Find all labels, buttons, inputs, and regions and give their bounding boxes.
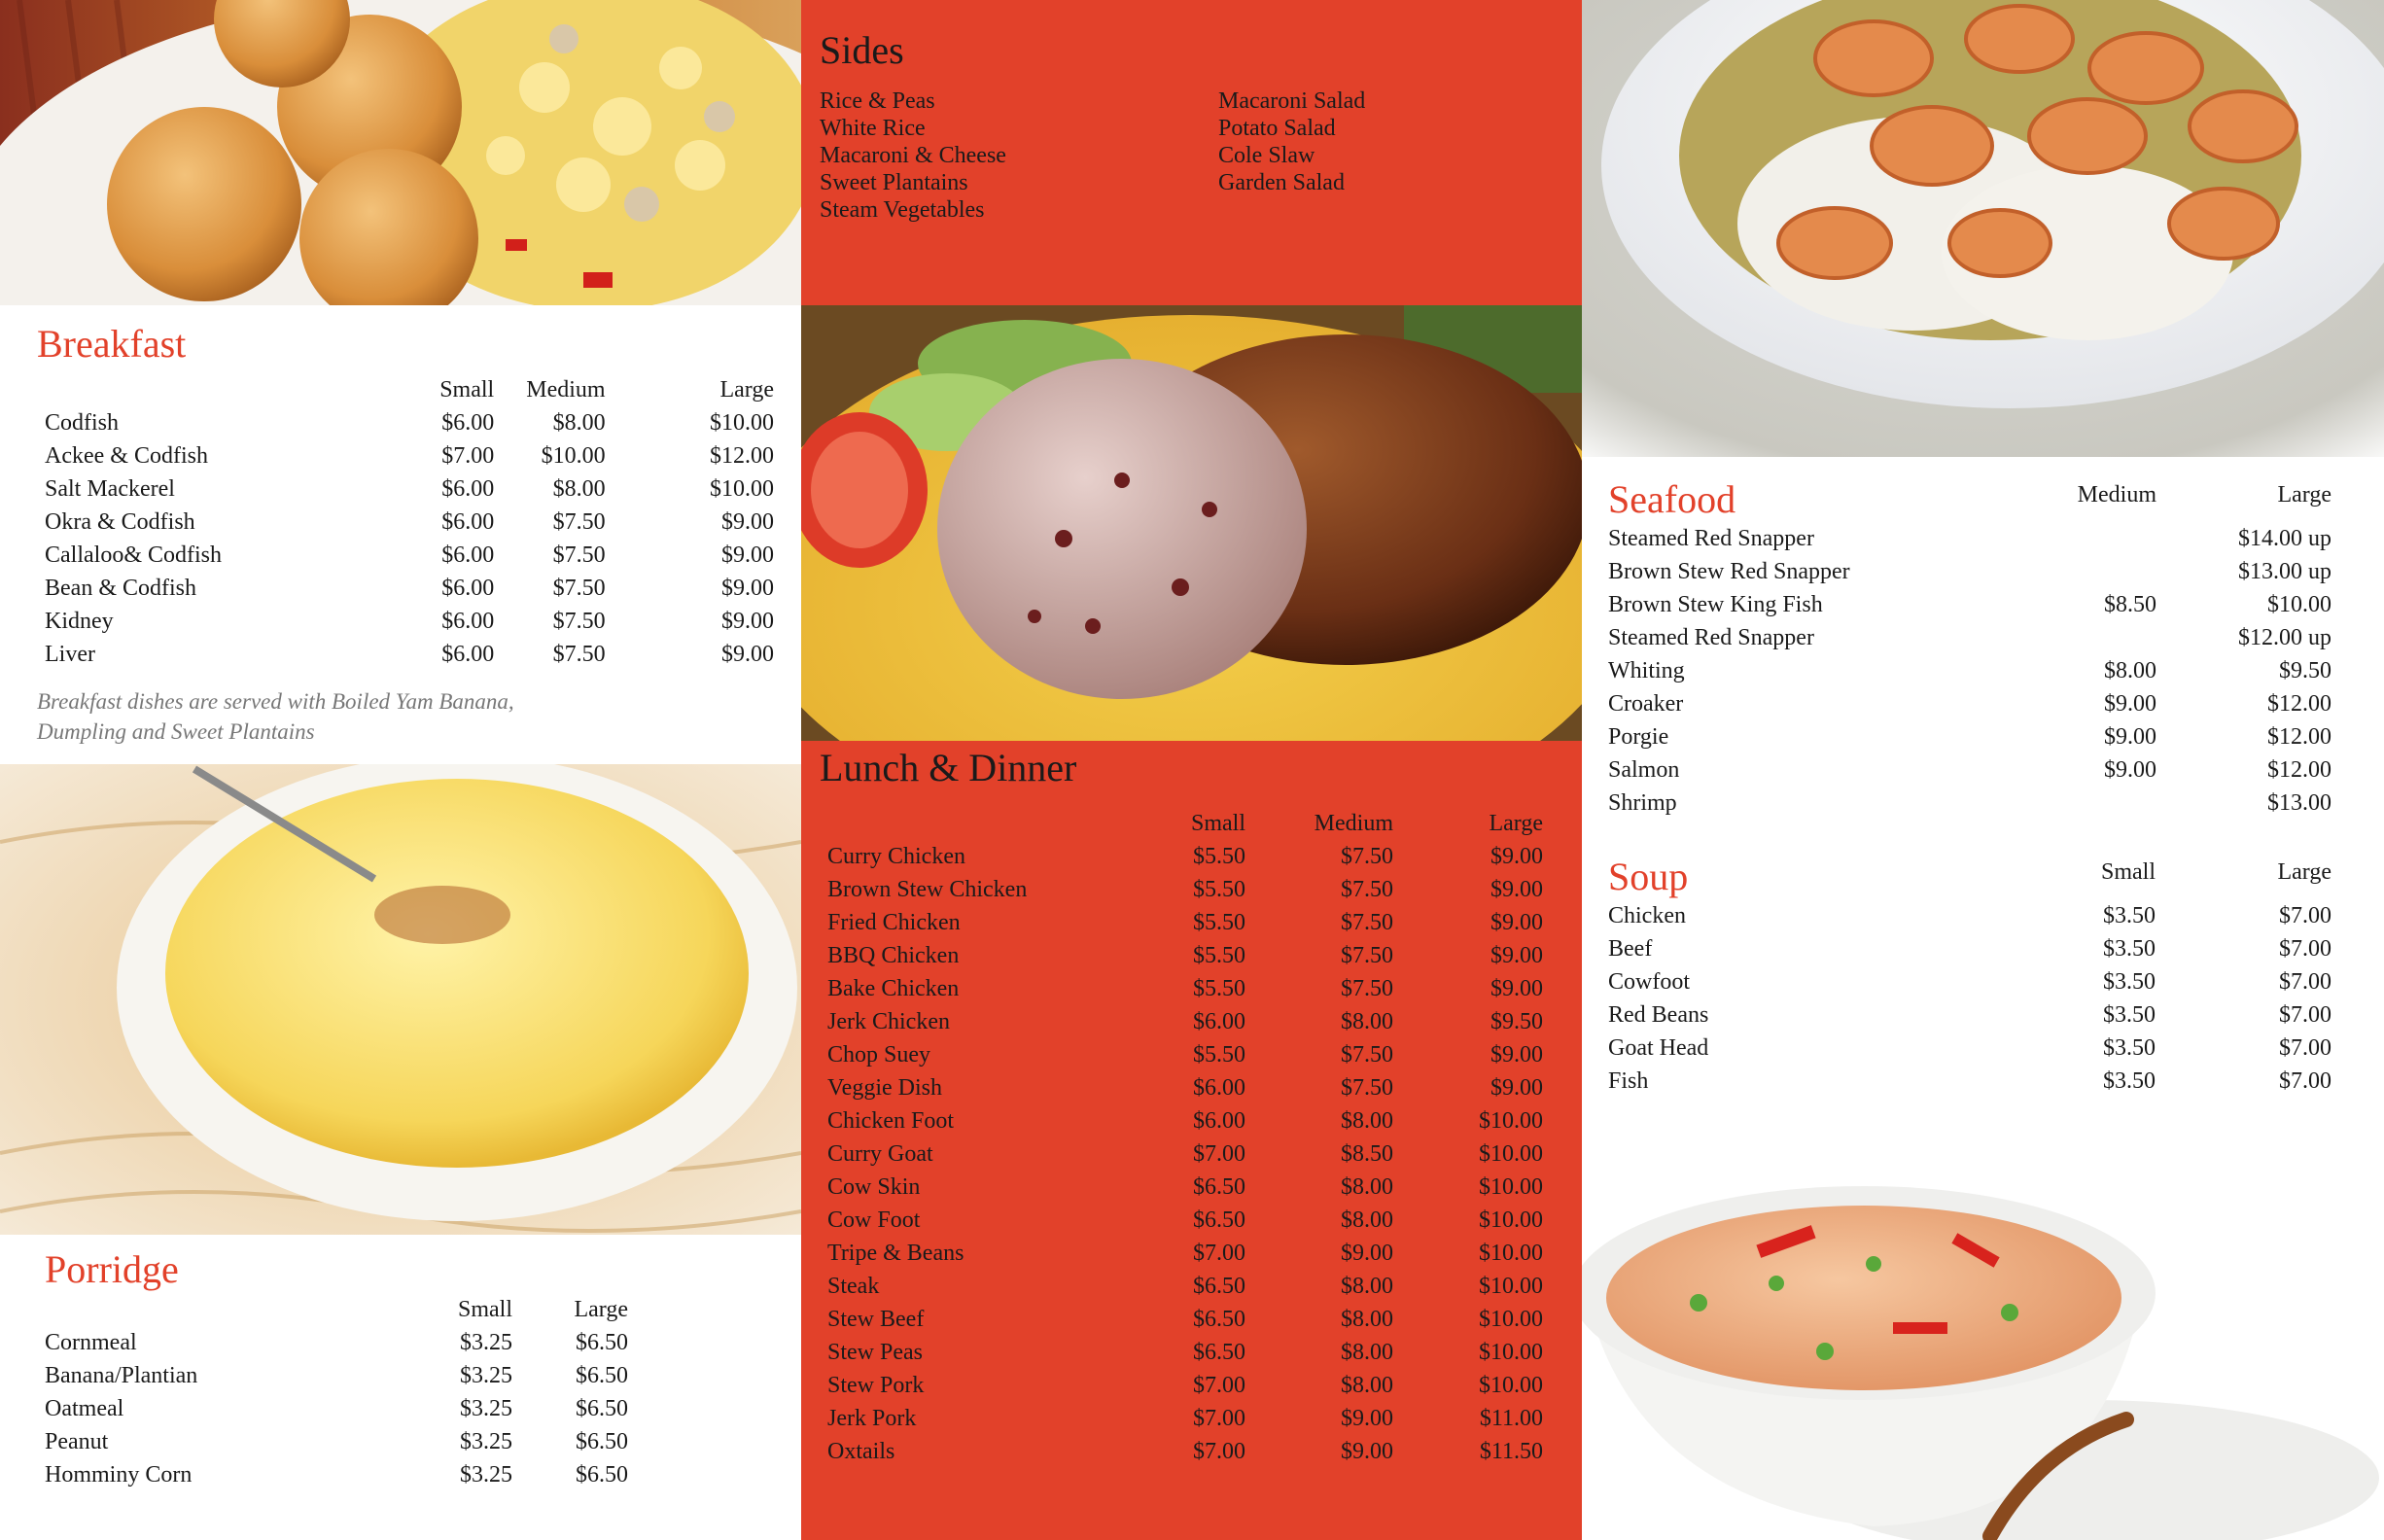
porridge-item-large: $6.50 — [576, 1462, 629, 1488]
lunch-dinner-table — [827, 807, 1566, 1468]
right-column — [1582, 0, 2384, 1540]
porridge-item-small: $3.25 — [460, 1429, 512, 1454]
breakfast-row — [45, 572, 774, 605]
lunch-dinner-item-name: Chop Suey — [827, 1042, 931, 1068]
lunch-dinner-item-name: Tripe & Beans — [827, 1241, 964, 1266]
seafood-row — [1608, 588, 2376, 621]
soup-item-large: $7.00 — [2279, 1068, 2331, 1094]
lunch-dinner-item-large: $10.00 — [1479, 1241, 1543, 1266]
breakfast-row — [45, 539, 774, 572]
lunch-dinner-item-small: $5.50 — [1193, 976, 1245, 1001]
lunch-dinner-item-name: Curry Goat — [827, 1141, 933, 1167]
breakfast-note-line-2: Dumpling and Sweet Plantains — [37, 719, 315, 744]
lunch-dinner-item-small: $5.50 — [1193, 877, 1245, 902]
lunch-dinner-item-small: $6.50 — [1193, 1208, 1245, 1233]
sides-item: Macaroni & Cheese — [820, 143, 1006, 168]
sides-item: Macaroni Salad — [1218, 88, 1366, 114]
breakfast-item-name: Okra & Codfish — [45, 509, 195, 535]
lunch-dinner-item-small: $5.50 — [1193, 910, 1245, 935]
breakfast-row — [45, 472, 774, 506]
soup-item-name: Red Beans — [1608, 1002, 1709, 1028]
lunch-dinner-item-name: Stew Peas — [827, 1340, 923, 1365]
soup-item-name: Beef — [1608, 936, 1653, 962]
lunch-dinner-row — [827, 840, 1566, 873]
porridge-item-name: Homminy Corn — [45, 1462, 193, 1488]
seafood-row — [1608, 522, 2376, 555]
soup-row — [1608, 899, 2376, 932]
lunch-dinner-item-small: $6.00 — [1193, 1009, 1245, 1034]
seafood-row — [1608, 753, 2376, 787]
lunch-dinner-item-medium: $7.50 — [1341, 1042, 1393, 1068]
soup-row — [1608, 965, 2376, 998]
lunch-dinner-row — [827, 1303, 1566, 1336]
lunch-dinner-item-name: Stew Pork — [827, 1373, 925, 1398]
lunch-dinner-row — [827, 939, 1566, 972]
seafood-items — [1608, 522, 2376, 820]
lunch-dinner-item-large: $10.00 — [1479, 1141, 1543, 1167]
breakfast-item-small: $6.00 — [441, 542, 495, 568]
porridge-item-large: $6.50 — [576, 1330, 629, 1355]
lunch-dinner-item-small: $7.00 — [1193, 1241, 1245, 1266]
breakfast-header-row — [45, 373, 774, 406]
shrimp-rice-photo — [1582, 0, 2384, 457]
lunch-dinner-item-large: $10.00 — [1479, 1340, 1543, 1365]
lunch-dinner-header-small: Small — [1190, 811, 1245, 836]
seafood-item-medium: $9.00 — [2104, 691, 2156, 717]
lunch-dinner-row — [827, 1204, 1566, 1237]
lunch-dinner-item-large: $9.00 — [1490, 1075, 1543, 1101]
seafood-item-medium: $8.50 — [2104, 592, 2156, 617]
soup-item-small: $3.50 — [2103, 903, 2156, 928]
soup-row — [1608, 1032, 2376, 1065]
seafood-item-large: $12.00 — [2267, 724, 2331, 750]
breakfast-row — [45, 506, 774, 539]
lunch-dinner-item-name: Cow Foot — [827, 1208, 921, 1233]
seafood-row — [1608, 720, 2376, 753]
sides-item: White Rice — [820, 116, 926, 141]
lunch-dinner-header-row — [827, 807, 1566, 840]
lunch-dinner-item-name: Veggie Dish — [827, 1075, 942, 1101]
lunch-dinner-item-large: $10.00 — [1479, 1108, 1543, 1134]
lunch-dinner-item-large: $9.00 — [1490, 910, 1543, 935]
breakfast-item-large: $9.00 — [721, 509, 774, 535]
seafood-item-large: $9.50 — [2279, 658, 2331, 683]
breakfast-item-large: $10.00 — [710, 476, 774, 502]
breakfast-item-name: Ackee & Codfish — [45, 443, 208, 469]
breakfast-item-large: $12.00 — [710, 443, 774, 469]
lunch-dinner-item-medium: $7.50 — [1341, 910, 1393, 935]
lunch-dinner-row — [827, 1336, 1566, 1369]
seafood-header-medium: Medium — [2077, 482, 2156, 508]
lunch-dinner-item-large: $10.00 — [1479, 1373, 1543, 1398]
soup-item-large: $7.00 — [2279, 969, 2331, 995]
lunch-dinner-item-small: $6.00 — [1193, 1075, 1245, 1101]
seafood-item-name: Salmon — [1608, 757, 1680, 783]
lunch-dinner-header-medium: Medium — [1314, 811, 1393, 836]
lunch-dinner-item-large: $11.00 — [1479, 1406, 1543, 1431]
seafood-item-medium: $9.00 — [2104, 757, 2156, 783]
lunch-dinner-item-medium: $7.50 — [1341, 976, 1393, 1001]
porridge-item-large: $6.50 — [576, 1363, 629, 1388]
soup-item-name: Fish — [1608, 1068, 1649, 1094]
porridge-item-name: Oatmeal — [45, 1396, 124, 1421]
lunch-dinner-item-small: $6.50 — [1193, 1307, 1245, 1332]
breakfast-item-name: Codfish — [45, 410, 120, 436]
breakfast-item-large: $9.00 — [721, 576, 774, 601]
lunch-dinner-row — [827, 873, 1566, 906]
seafood-item-medium — [1939, 555, 2156, 588]
sides-item: Garden Salad — [1218, 170, 1345, 195]
lunch-dinner-item-medium: $8.00 — [1341, 1340, 1393, 1365]
breakfast-row — [45, 605, 774, 638]
sides-list-1 — [820, 88, 1006, 224]
breakfast-item-medium: $7.50 — [552, 609, 606, 634]
lunch-dinner-item-name: Fried Chicken — [827, 910, 961, 935]
lunch-dinner-item-name: Brown Stew Chicken — [827, 877, 1028, 902]
seafood-item-name: Brown Stew Red Snapper — [1608, 559, 1850, 584]
lunch-dinner-row — [827, 1005, 1566, 1038]
seafood-title: Seafood — [1608, 477, 1736, 521]
lunch-dinner-item-name: Chicken Foot — [827, 1108, 954, 1134]
lunch-dinner-item-large: $9.00 — [1490, 976, 1543, 1001]
lunch-dinner-item-large: $9.00 — [1490, 943, 1543, 968]
seafood-row — [1608, 787, 2376, 820]
soup-item-large: $7.00 — [2279, 903, 2331, 928]
soup-item-small: $3.50 — [2103, 969, 2156, 995]
seafood-header-large: Large — [2277, 482, 2331, 508]
lunch-dinner-item-medium: $8.00 — [1341, 1108, 1393, 1134]
soup-item-large: $7.00 — [2279, 1002, 2331, 1028]
soup-item-small: $3.50 — [2103, 1002, 2156, 1028]
porridge-item-name: Peanut — [45, 1429, 109, 1454]
breakfast-title: Breakfast — [37, 322, 187, 366]
soup-bowl-photo — [1582, 1128, 2384, 1540]
breakfast-item-medium: $8.00 — [552, 410, 606, 436]
lunch-dinner-item-large: $11.50 — [1479, 1439, 1543, 1464]
seafood-item-large: $12.00 — [2267, 757, 2331, 783]
breakfast-item-large: $9.00 — [721, 642, 774, 667]
sides-item: Sweet Plantains — [820, 170, 968, 195]
lunch-dinner-item-small: $7.00 — [1193, 1406, 1245, 1431]
sides-item: Potato Salad — [1218, 116, 1336, 141]
porridge-row — [45, 1392, 628, 1425]
sides-list-2 — [1218, 88, 1365, 196]
breakfast-item-small: $6.00 — [441, 476, 495, 502]
porridge-item-small: $3.25 — [460, 1462, 512, 1488]
sides-title: Sides — [820, 28, 904, 72]
breakfast-item-small: $7.00 — [441, 443, 495, 469]
breakfast-item-large: $9.00 — [721, 609, 774, 634]
breakfast-item-medium: $7.50 — [552, 576, 606, 601]
seafood-item-large: $10.00 — [2267, 592, 2331, 617]
breakfast-item-medium: $8.00 — [552, 476, 606, 502]
soup-item-small: $3.50 — [2103, 936, 2156, 962]
seafood-header-row — [1608, 478, 2376, 511]
breakfast-item-small: $6.00 — [441, 410, 495, 436]
lunch-dinner-item-name: BBQ Chicken — [827, 943, 960, 968]
lunch-dinner-row — [827, 1104, 1566, 1138]
breakfast-table — [45, 373, 774, 671]
lunch-dinner-item-name: Stew Beef — [827, 1307, 925, 1332]
lunch-dinner-row — [827, 1270, 1566, 1303]
lunch-dinner-item-medium: $8.00 — [1341, 1009, 1393, 1034]
porridge-title: Porridge — [45, 1247, 179, 1291]
breakfast-item-small: $6.00 — [441, 642, 495, 667]
soup-header-small: Small — [2100, 859, 2156, 885]
lunch-dinner-item-name: Jerk Chicken — [827, 1009, 950, 1034]
lunch-dinner-row — [827, 1237, 1566, 1270]
lunch-dinner-item-small: $7.00 — [1193, 1439, 1245, 1464]
soup-item-name: Goat Head — [1608, 1035, 1709, 1061]
seafood-item-medium: $8.00 — [2104, 658, 2156, 683]
lunch-dinner-row — [827, 1171, 1566, 1204]
sides-item: Steam Vegetables — [820, 197, 985, 223]
lunch-dinner-item-name: Oxtails — [827, 1439, 895, 1464]
breakfast-item-name: Salt Mackerel — [45, 476, 175, 502]
rice-peas-chicken-photo — [801, 305, 1582, 741]
seafood-item-name: Porgie — [1608, 724, 1669, 750]
lunch-dinner-item-name: Jerk Pork — [827, 1406, 917, 1431]
lunch-dinner-item-name: Bake Chicken — [827, 976, 960, 1001]
porridge-row — [45, 1425, 628, 1458]
left-column — [0, 0, 801, 1540]
breakfast-item-medium: $7.50 — [552, 542, 606, 568]
breakfast-item-medium: $10.00 — [541, 443, 606, 469]
breakfast-item-small: $6.00 — [441, 609, 495, 634]
lunch-dinner-item-medium: $8.00 — [1341, 1174, 1393, 1200]
lunch-dinner-item-small: $5.50 — [1193, 1042, 1245, 1068]
porridge-table — [45, 1293, 628, 1491]
lunch-dinner-item-medium: $9.00 — [1341, 1406, 1393, 1431]
lunch-dinner-item-medium: $8.00 — [1341, 1208, 1393, 1233]
breakfast-item-large: $10.00 — [710, 410, 774, 436]
porridge-item-small: $3.25 — [460, 1330, 512, 1355]
sides-item: Rice & Peas — [820, 88, 935, 114]
soup-item-name: Cowfoot — [1608, 969, 1690, 995]
soup-title: Soup — [1608, 855, 1689, 898]
lunch-dinner-item-small: $6.00 — [1193, 1108, 1245, 1134]
breakfast-row — [45, 638, 774, 671]
breakfast-header-small: Small — [439, 377, 495, 402]
lunch-dinner-item-large: $9.00 — [1490, 844, 1543, 869]
breakfast-header-medium: Medium — [526, 377, 606, 402]
porridge-row — [45, 1458, 628, 1491]
lunch-dinner-item-large: $10.00 — [1479, 1307, 1543, 1332]
breakfast-item-name: Kidney — [45, 609, 114, 634]
lunch-dinner-item-medium: $7.50 — [1341, 877, 1393, 902]
breakfast-item-medium: $7.50 — [552, 642, 606, 667]
lunch-dinner-item-small: $6.50 — [1193, 1340, 1245, 1365]
seafood-item-name: Brown Stew King Fish — [1608, 592, 1823, 617]
seafood-row — [1608, 687, 2376, 720]
soup-item-small: $3.50 — [2103, 1068, 2156, 1094]
porridge-item-large: $6.50 — [576, 1429, 629, 1454]
lunch-dinner-item-large: $9.50 — [1490, 1009, 1543, 1034]
breakfast-row — [45, 406, 774, 439]
seafood-row — [1608, 555, 2376, 588]
porridge-item-large: $6.50 — [576, 1396, 629, 1421]
lunch-dinner-item-small: $7.00 — [1193, 1373, 1245, 1398]
seafood-item-medium — [1939, 621, 2156, 654]
lunch-dinner-item-small: $5.50 — [1193, 844, 1245, 869]
lunch-dinner-item-small: $6.50 — [1193, 1174, 1245, 1200]
lunch-dinner-item-medium: $8.00 — [1341, 1274, 1393, 1299]
lunch-dinner-item-large: $10.00 — [1479, 1174, 1543, 1200]
porridge-photo — [0, 764, 801, 1235]
lunch-dinner-item-medium: $8.00 — [1341, 1373, 1393, 1398]
lunch-dinner-item-large: $10.00 — [1479, 1208, 1543, 1233]
soup-row — [1608, 932, 2376, 965]
lunch-dinner-row — [827, 972, 1566, 1005]
lunch-dinner-item-medium: $7.50 — [1341, 943, 1393, 968]
lunch-dinner-item-name: Steak — [827, 1274, 880, 1299]
lunch-dinner-item-medium: $9.00 — [1341, 1241, 1393, 1266]
lunch-dinner-item-small: $5.50 — [1193, 943, 1245, 968]
soup-header-row — [1608, 856, 2376, 889]
seafood-item-medium: $9.00 — [2104, 724, 2156, 750]
seafood-item-large: $12.00 up — [2238, 625, 2331, 650]
soup-item-small: $3.50 — [2103, 1035, 2156, 1061]
seafood-item-name: Shrimp — [1608, 790, 1677, 816]
lunch-dinner-item-large: $9.00 — [1490, 1042, 1543, 1068]
breakfast-header-large: Large — [719, 377, 774, 402]
breakfast-note — [37, 686, 514, 747]
seafood-item-name: Steamed Red Snapper — [1608, 625, 1814, 650]
lunch-dinner-row — [827, 1402, 1566, 1435]
lunch-dinner-item-name: Curry Chicken — [827, 844, 965, 869]
lunch-dinner-item-medium: $8.50 — [1341, 1141, 1393, 1167]
lunch-dinner-row — [827, 1369, 1566, 1402]
breakfast-item-large: $9.00 — [721, 542, 774, 568]
seafood-item-large: $13.00 up — [2238, 559, 2331, 584]
porridge-header-row — [45, 1293, 628, 1326]
breakfast-note-line-1: Breakfast dishes are served with Boiled Yam Banana, — [37, 689, 514, 714]
lunch-dinner-item-small: $6.50 — [1193, 1274, 1245, 1299]
seafood-table — [1608, 478, 2376, 511]
lunch-dinner-item-name: Cow Skin — [827, 1174, 921, 1200]
seafood-item-large: $13.00 — [2267, 790, 2331, 816]
lunch-dinner-item-medium: $7.50 — [1341, 1075, 1393, 1101]
porridge-item-name: Banana/Plantian — [45, 1363, 198, 1388]
lunch-dinner-row — [827, 1038, 1566, 1071]
lunch-dinner-item-small: $7.00 — [1193, 1141, 1245, 1167]
middle-column — [801, 0, 1582, 1540]
ackee-dumplings-photo — [0, 0, 801, 305]
seafood-item-large: $12.00 — [2267, 691, 2331, 717]
porridge-item-name: Cornmeal — [45, 1330, 137, 1355]
seafood-item-medium — [1939, 787, 2156, 820]
seafood-item-medium — [1939, 522, 2156, 555]
breakfast-item-small: $6.00 — [441, 509, 495, 535]
soup-header-large: Large — [2277, 859, 2331, 885]
lunch-dinner-row — [827, 1071, 1566, 1104]
lunch-dinner-item-medium: $9.00 — [1341, 1439, 1393, 1464]
breakfast-row — [45, 439, 774, 472]
breakfast-item-medium: $7.50 — [552, 509, 606, 535]
soup-row — [1608, 1065, 2376, 1098]
soup-items — [1608, 899, 2376, 1098]
porridge-header-small: Small — [457, 1297, 512, 1322]
seafood-item-name: Steamed Red Snapper — [1608, 526, 1814, 551]
seafood-row — [1608, 621, 2376, 654]
lunch-dinner-item-medium: $8.00 — [1341, 1307, 1393, 1332]
seafood-item-name: Whiting — [1608, 658, 1685, 683]
lunch-dinner-header-large: Large — [1489, 811, 1543, 836]
breakfast-item-name: Bean & Codfish — [45, 576, 196, 601]
soup-item-large: $7.00 — [2279, 936, 2331, 962]
lunch-dinner-item-medium: $7.50 — [1341, 844, 1393, 869]
lunch-dinner-row — [827, 1138, 1566, 1171]
lunch-dinner-item-large: $9.00 — [1490, 877, 1543, 902]
lunch-dinner-title: Lunch & Dinner — [820, 746, 1077, 789]
soup-row — [1608, 998, 2376, 1032]
breakfast-item-name: Callaloo& Codfish — [45, 542, 222, 568]
porridge-header-large: Large — [574, 1297, 629, 1322]
porridge-item-small: $3.25 — [460, 1363, 512, 1388]
porridge-row — [45, 1359, 628, 1392]
sides-item: Cole Slaw — [1218, 143, 1315, 168]
porridge-item-small: $3.25 — [460, 1396, 512, 1421]
breakfast-item-name: Liver — [45, 642, 95, 667]
lunch-dinner-item-large: $10.00 — [1479, 1274, 1543, 1299]
porridge-row — [45, 1326, 628, 1359]
lunch-dinner-row — [827, 906, 1566, 939]
soup-item-name: Chicken — [1608, 903, 1686, 928]
seafood-row — [1608, 654, 2376, 687]
soup-item-large: $7.00 — [2279, 1035, 2331, 1061]
seafood-item-large: $14.00 up — [2238, 526, 2331, 551]
seafood-item-name: Croaker — [1608, 691, 1684, 717]
lunch-dinner-row — [827, 1435, 1566, 1468]
soup-table — [1608, 856, 2376, 889]
breakfast-item-small: $6.00 — [441, 576, 495, 601]
